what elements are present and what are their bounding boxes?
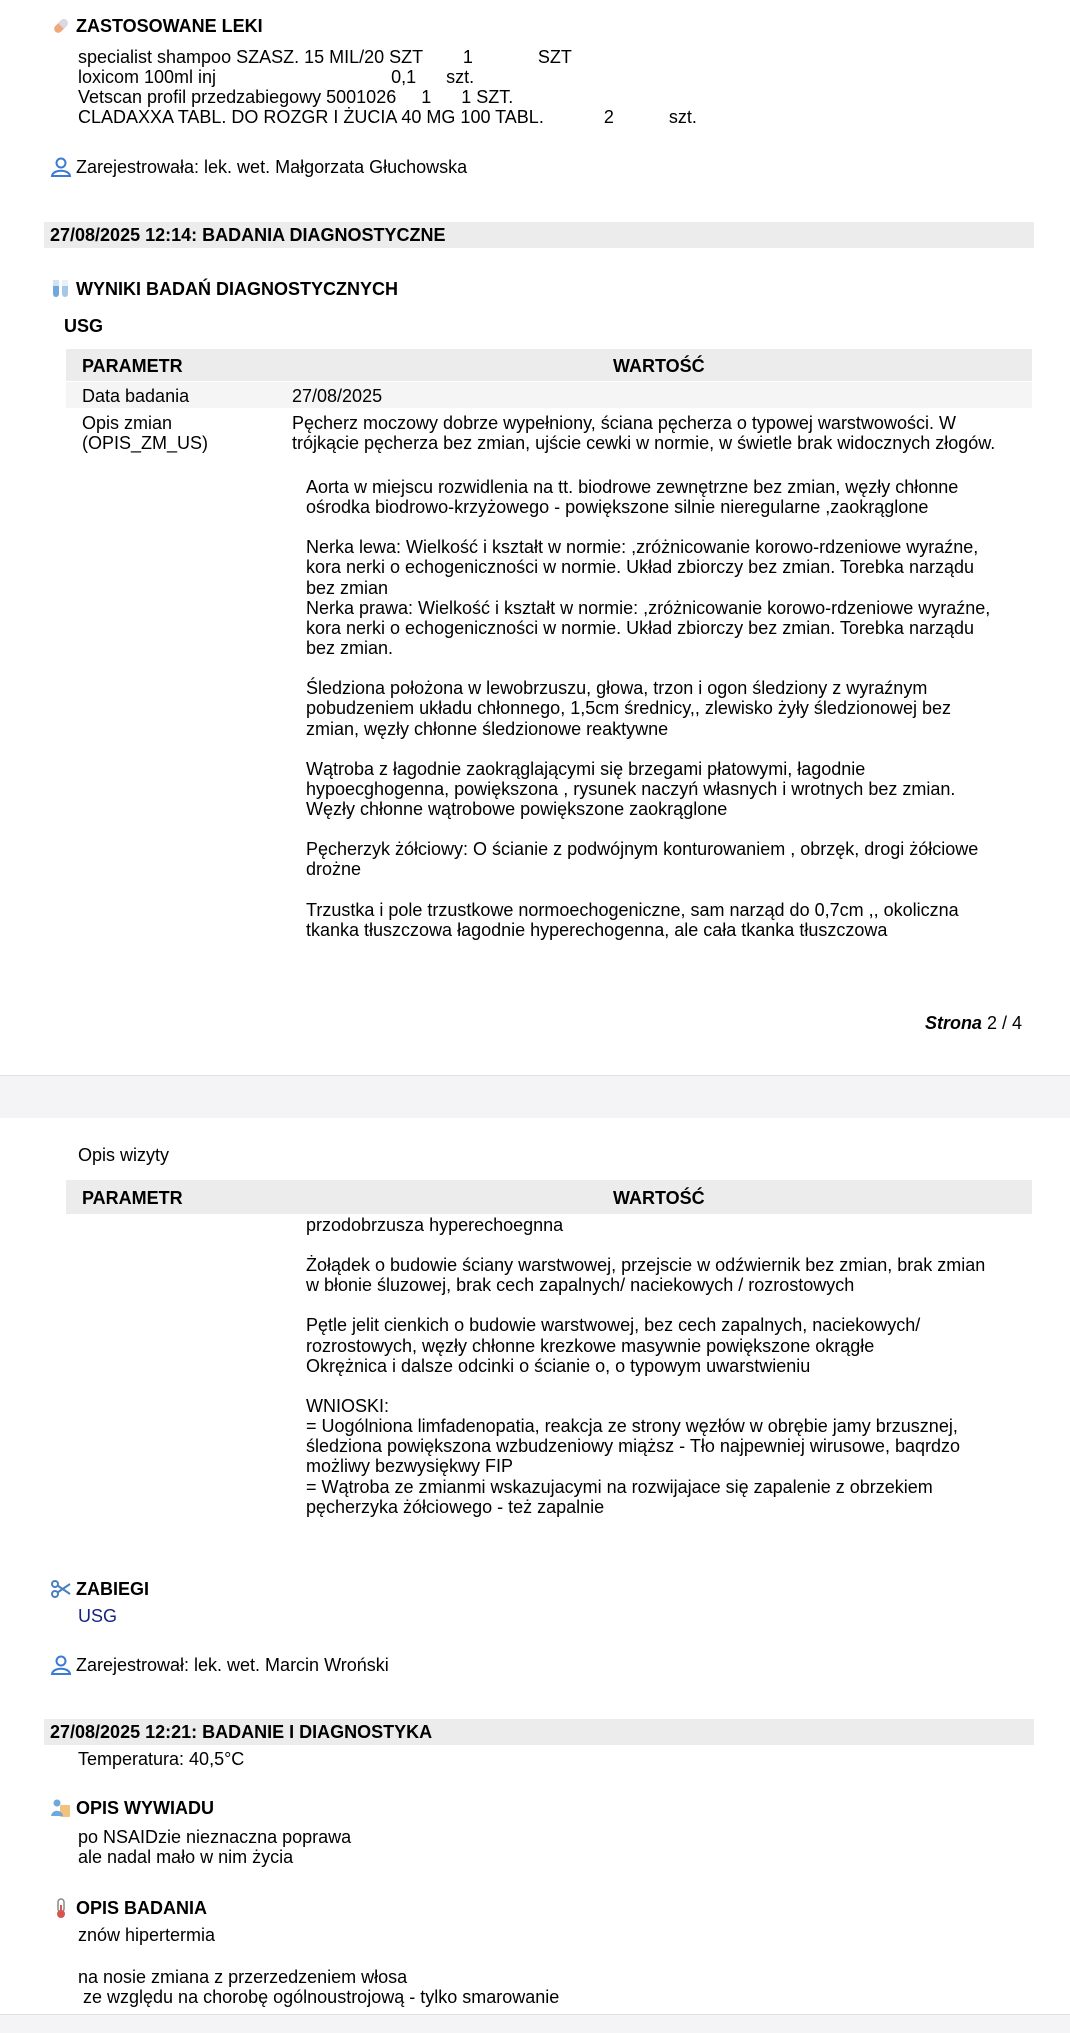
desc-paragraph: Żołądek o budowie ściany warstwowej, przejscie w odźwiernik bez zmian, brak zmian w błonie śluzowej, brak cech zapalnych/ naciekowych / rozrostowych <box>306 1255 986 1296</box>
med-row: CLADAXXA TABL. DO ROZGR I ŻUCIA 40 MG 100 TABL. 2 szt. <box>78 107 697 128</box>
table-header-2 <box>66 1180 1032 1214</box>
temperature: Temperatura: 40,5°C <box>78 1749 245 1769</box>
desc-paragraph: Pętle jelit cienkich o budowie warstwowej, bez cech zapalnych, naciekowych/ rozrostowych, węzły chłonne krezkowe masywnie powiększone okrągłe Okrężnica i dalsze odcinki o ścianie o, o typowym uwarstwieniu <box>306 1315 921 1376</box>
desc-paragraphs-2 <box>306 1215 1036 1537</box>
col-param: PARAMETR <box>82 356 183 376</box>
med-row: loxicom 100ml inj 0,1 szt. <box>78 67 475 88</box>
desc-paragraph: Nerka lewa: Wielkość i kształt w normie: ,zróżnicowanie korowo-rdzeniowe wyraźne, kora nerki o echogeniczności w normie. Układ zbiorczy bez zmian. Torebka narządu bez zmian Nerka prawa: Wielkość i kształt w normie: ,zróżnicowanie korowo-rdzeniowe wyraźne, kora nerki o echogeniczności w normie. Układ zbiorczy bez zmian. Torebka narządu bez zmian. <box>306 537 991 659</box>
table-header <box>66 349 1032 381</box>
desc-paragraph: Aorta w miejscu rozwidlenia na tt. biodrowe zewnętrzne bez zmian, węzły chłonne ośrodka biodrowo-krzyżowego - powiększone silnie nieregularne ,zaokrąglone <box>306 477 959 518</box>
desc-paragraph: przodobrzusza hyperechoegnna <box>306 1215 564 1235</box>
history-section-title: OPIS WYWIADU <box>50 1797 214 1819</box>
desc-paragraphs <box>306 477 1036 960</box>
med-row: Vetscan profil przedzabiegowy 5001026 1 1 SZT. <box>78 87 514 108</box>
procedures-section-title: ZABIEGI <box>50 1578 149 1600</box>
desc-paragraph: Śledziona położona w lewobrzuszu, głowa, trzon i ogon śledziony z wyraźnym pobudzeniem układu chłonnego, 1,5cm średnicy,, zlewisko żyły śledzionowej bez zmian, węzły chłonne śledzionowe reaktywne <box>306 678 952 739</box>
desc-paragraph: Wątroba z łagodnie zaokrąglającymi się brzegami płatowymi, łagodnie hypoecghogenna, powiększona , rysunek naczyń własnych i wrotnych bez zmian. Węzły chłonne wątrobowe powiększone zaokrąglone <box>306 758 956 820</box>
table-row-date <box>66 382 1032 408</box>
exam-section-title: OPIS BADANIA <box>50 1897 207 1919</box>
desc-first: Pęcherz moczowy dobrze wypełniony, ściana pęcherza o typowej warstwowości. W trójkącie pęcherza bez zmian, ujście cewki w normie, w świetle brak widocznych złogów. <box>292 413 996 454</box>
registered-by-1: Zarejestrowała: lek. wet. Małgorzata Głuchowska <box>50 156 467 178</box>
col-value-2: WARTOŚĆ <box>613 1188 705 1208</box>
vet-user-icon <box>50 156 72 178</box>
page-number: Strona 2 / 4 <box>924 1013 1022 1033</box>
desc-paragraph: Trzustka i pole trzustkowe normoechogeniczne, sam narząd do 0,7cm ,, okoliczna tkanka tłuszczowa łagodnie hyperechogenna, ale cała tkanka tłuszczowa <box>306 899 959 940</box>
desc-paragraph: Pęcherzyk żółciowy: O ścianie z podwójnym konturowaniem , obrzęk, drogi żółciowe drożne <box>306 839 979 880</box>
col-value: WARTOŚĆ <box>613 356 705 376</box>
clipboard-user-icon <box>50 1797 72 1819</box>
pill-icon <box>50 15 72 37</box>
page-bottom <box>0 2014 1070 2033</box>
page-break <box>0 1075 1070 1118</box>
diag-type: USG <box>64 316 104 336</box>
med-row: specialist shampoo SZASZ. 15 MIL/20 SZT 1 SZT <box>78 47 572 67</box>
visit-description-title: Opis wizyty <box>78 1145 170 1165</box>
meds-list <box>78 47 697 128</box>
procedure-item: USG <box>78 1606 118 1626</box>
thermometer-icon <box>50 1897 72 1919</box>
registered-by-2: Zarejestrował: lek. wet. Marcin Wroński <box>50 1654 389 1676</box>
col-param-2: PARAMETR <box>82 1188 183 1208</box>
scissors-icon <box>50 1578 72 1600</box>
date-value: 27/08/2025 <box>292 386 383 406</box>
visit-header-1: 27/08/2025 12:14: BADANIA DIAGNOSTYCZNE <box>44 222 1034 248</box>
test-tubes-icon <box>50 278 72 300</box>
history-text: po NSAIDzie nieznaczna poprawa ale nadal mało w nim życia <box>78 1827 352 1868</box>
desc-paragraph: WNIOSKI: = Uogólniona limfadenopatia, reakcja ze strony węzłów w obrębie jamy brzusznej, śledziona powiększona wzbudzeniowy miąższ - Tło najpewniej wirusowe, baqrdzo możliwy bezwysiękwy FIP = Wątroba ze zmianmi wskazujacymi na rozwijajace się zapalenie z obrzekiem pęcherzyka żółciowego - też zapalnie <box>306 1395 960 1517</box>
date-label: Data badania <box>82 386 190 406</box>
diag-section-title: WYNIKI BADAŃ DIAGNOSTYCZNYCH <box>50 278 398 300</box>
exam-text: znów hipertermia na nosie zmiana z przerzedzeniem włosa ze względu na chorobę ogólnoustrojową - tylko smarowanie <box>78 1925 560 2008</box>
visit-header-2: 27/08/2025 12:21: BADANIE I DIAGNOSTYKA <box>44 1719 1034 1745</box>
desc-label: Opis zmian (OPIS_ZM_US) <box>82 413 209 454</box>
vet-user-icon <box>50 1654 72 1676</box>
meds-section-title: ZASTOSOWANE LEKI <box>50 15 263 37</box>
